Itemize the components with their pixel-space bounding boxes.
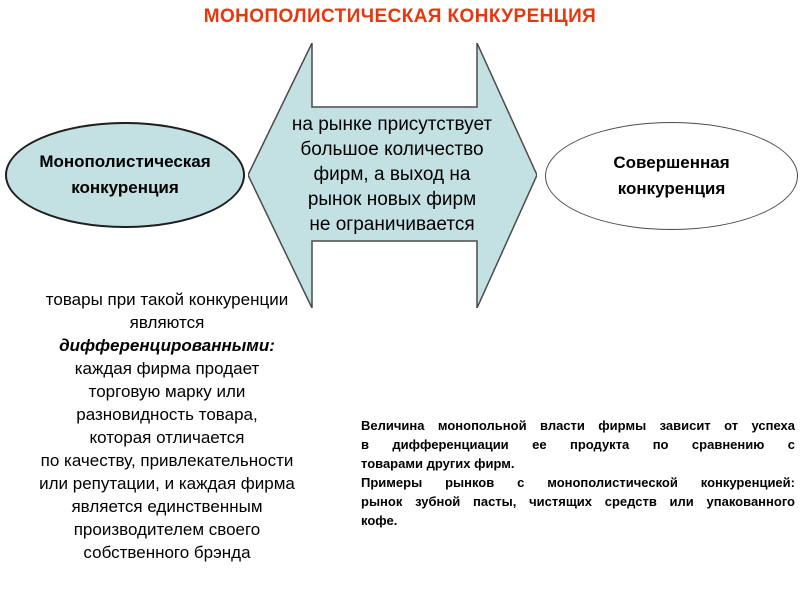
monopolistic-competition-label: Монополистическая конкуренция <box>39 152 211 197</box>
monopolistic-competition-ellipse <box>5 122 245 228</box>
differentiated-goods-text-block <box>0 288 334 564</box>
arrow-caption: на рынке присутствует большое количество фирм, а выход на рынок новых фирм не ограничивается <box>291 114 493 235</box>
market-power-text-block <box>361 416 795 530</box>
perfect-competition-label: Совершенная конкуренция <box>613 153 730 198</box>
differentiated-goods-body: каждая фирма продает торговую марку или разновидность товара, которая отличается по качеству, привлекательности или репутации, и каждая фирма является единственным производителем своего собственного брэнда <box>39 359 295 562</box>
differentiated-goods-emphasis: дифференцированными: <box>59 336 275 355</box>
differentiated-goods-intro: товары при такой конкуренции являются <box>45 290 289 332</box>
market-examples-paragraph: Примеры рынков с монополистической конкуренцией: рынок зубной пасты, чистящих средств или упакованного кофе. <box>361 475 795 528</box>
slide-title: МОНОПОЛИСТИЧЕСКАЯ КОНКУРЕНЦИЯ <box>203 6 597 27</box>
market-power-paragraph: Величина монопольной власти фирмы зависит от успеха в дифференциации ее продукта по сравнению с товарами других фирм. <box>361 418 795 471</box>
perfect-competition-ellipse <box>545 122 798 230</box>
